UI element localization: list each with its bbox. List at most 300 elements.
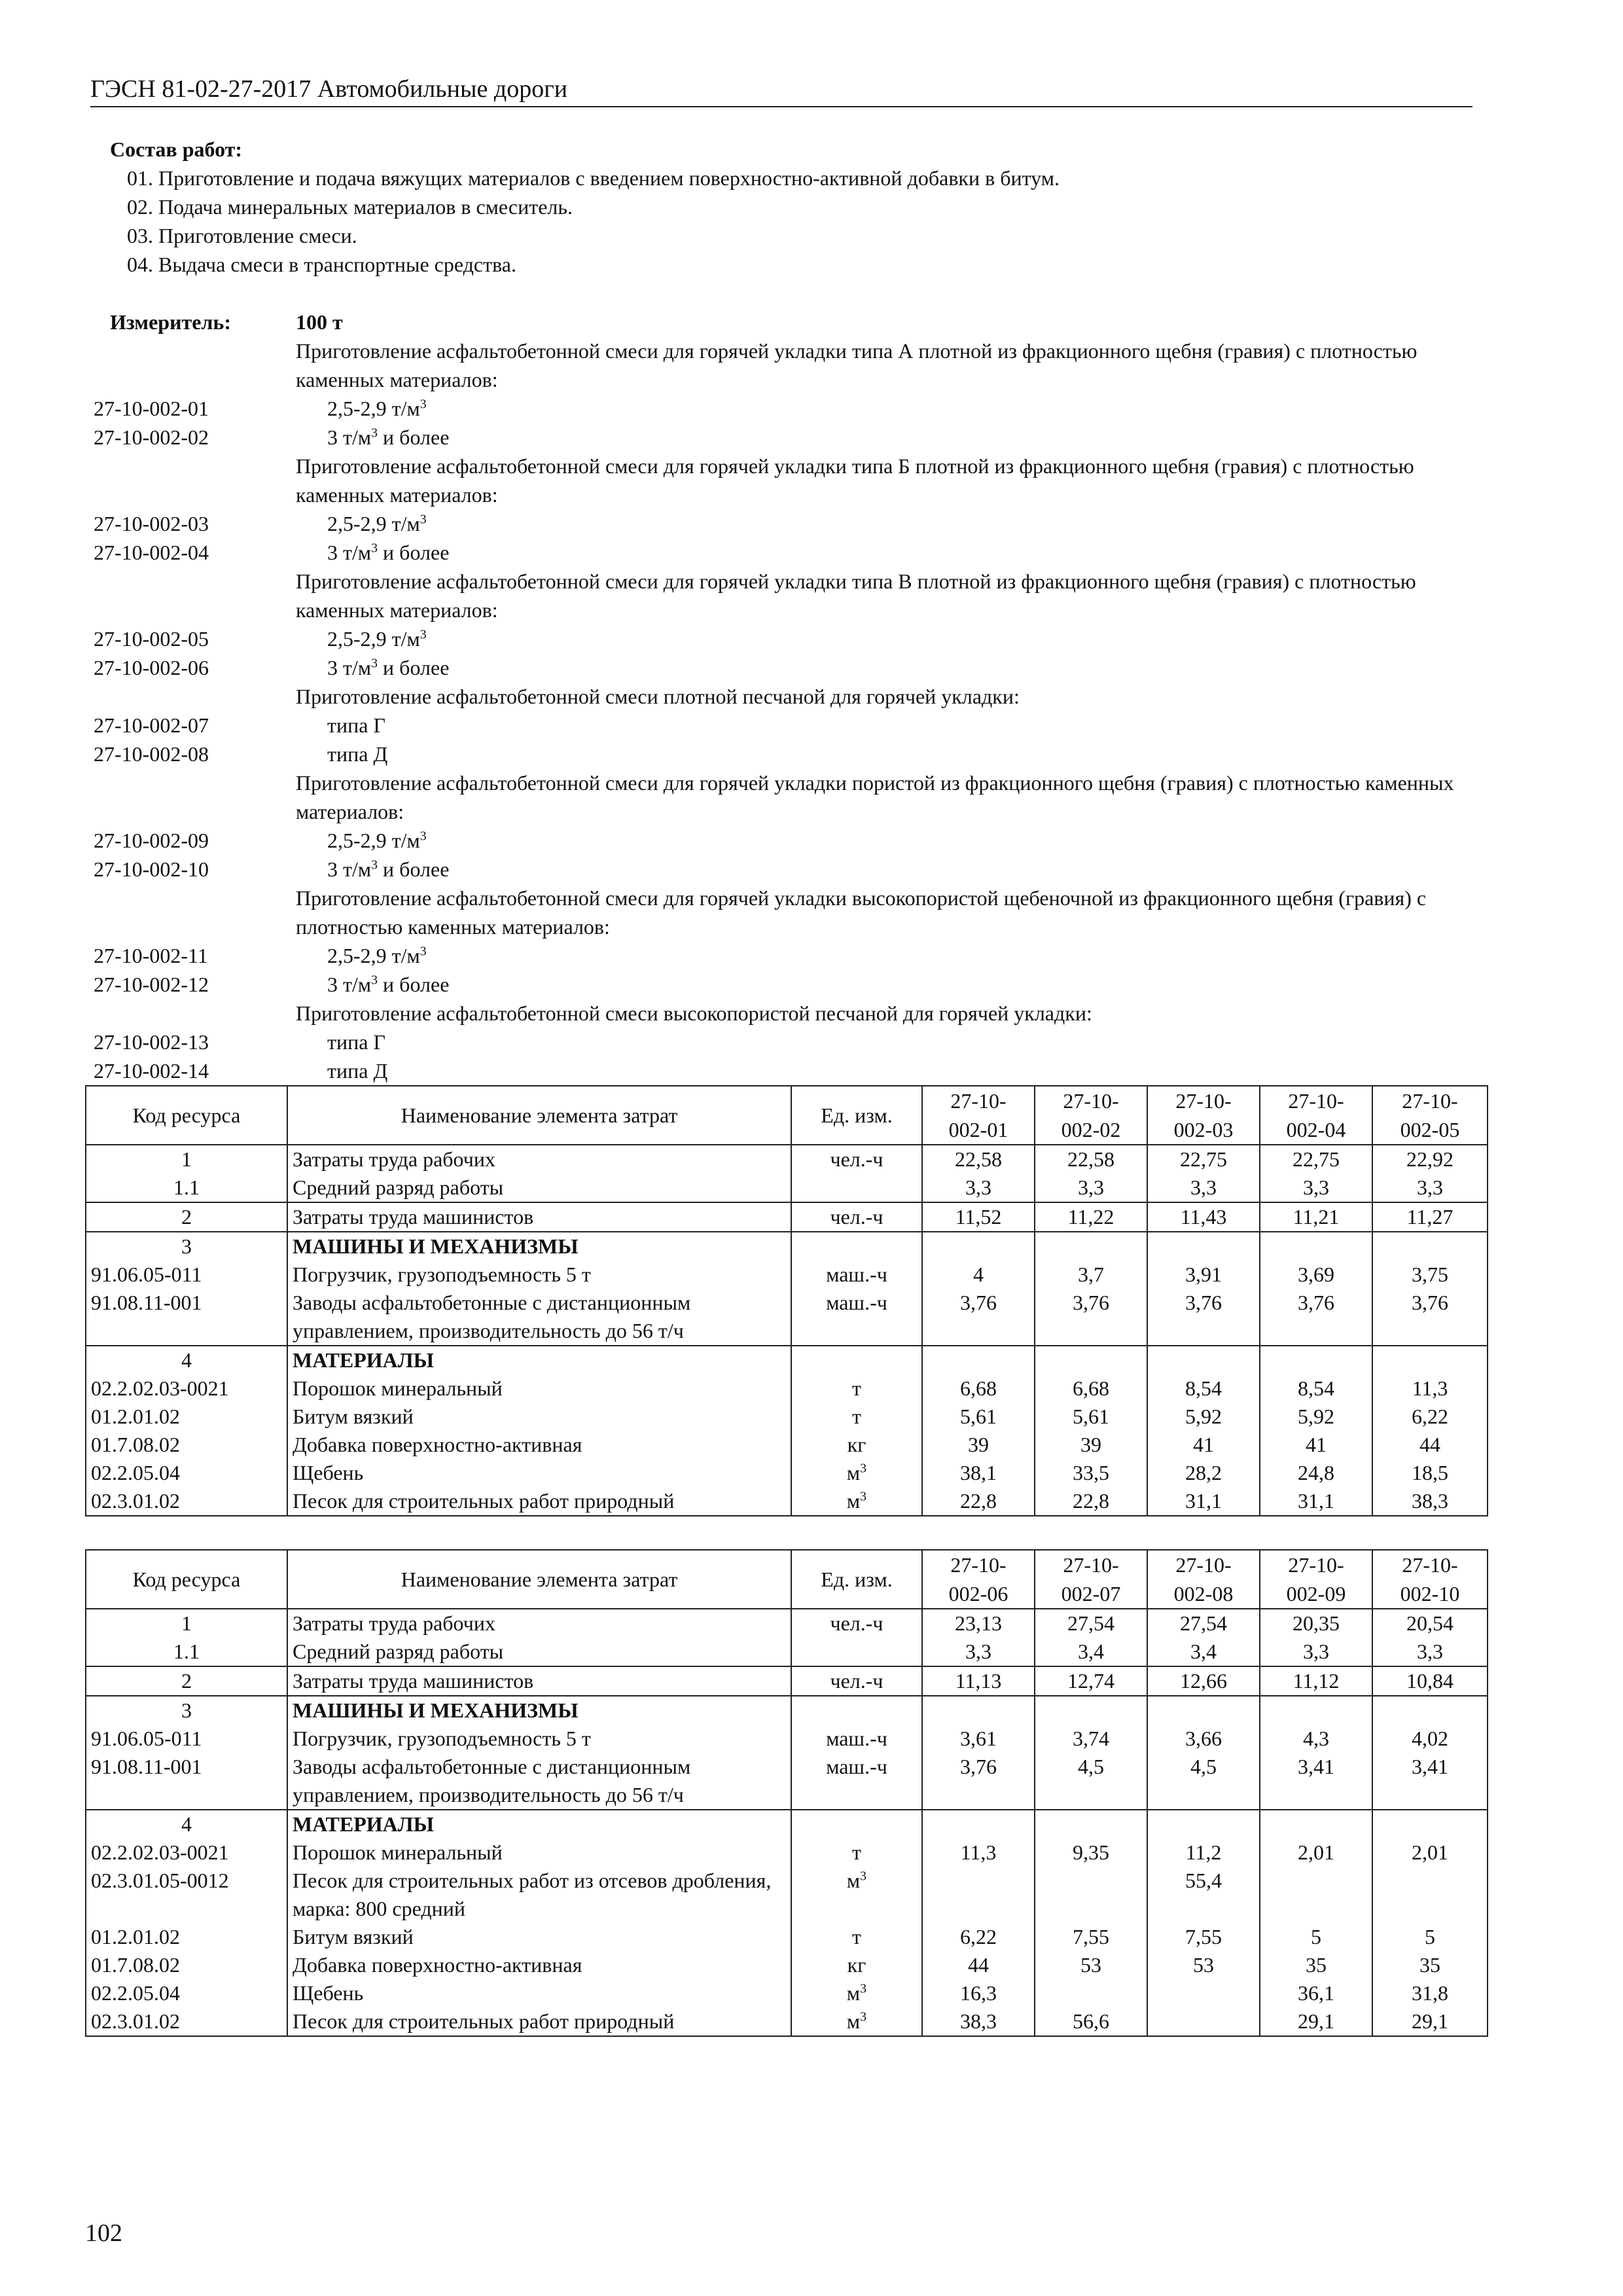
norm-value: 22,75 [1147,1145,1260,1174]
resource-unit [791,1487,922,1516]
unit-text: маш.-ч [826,1727,887,1750]
norm-value [922,1867,1035,1923]
resource-unit [791,1609,922,1638]
resource-code: 2 [86,1666,287,1696]
col-header-norm [1372,1550,1488,1609]
norm-value: 5 [1260,1923,1372,1951]
variant-heading: Приготовление асфальтобетонной смеси плотной песчаной для горячей укладки: [296,685,1020,708]
resource-name: Порошок минеральный [287,1839,791,1867]
running-header [90,73,1472,107]
norm-code-part: 27-10- [1288,1089,1344,1113]
variant-text [327,711,385,740]
variant-text [327,1056,387,1085]
norm-value: 39 [922,1431,1035,1459]
variant-value: типа Д [327,742,388,766]
resource-code: 01.2.01.02 [86,1403,287,1431]
table-row [86,1289,1488,1346]
resource-unit [791,1374,922,1403]
norm-code-part: 002-04 [1286,1118,1346,1141]
col-header-unit: Ед. изм. [791,1550,922,1609]
unit-text: чел.-ч [830,1205,883,1229]
variant-value: типа Д [327,1059,388,1083]
variant-heading: Приготовление асфальтобетонной смеси для горячей укладки типа В плотной из фракционного щебня (гравия) с плотностью каменных материалов: [296,569,1416,622]
resource-unit [791,1839,922,1867]
superscript: 3 [371,425,378,440]
norm-value [1035,1232,1147,1261]
resource-unit [791,1923,922,1951]
norm-value: 3,3 [922,1174,1035,1202]
variant-heading: Приготовление асфальтобетонной смеси для горячей укладки высокопористой щебеночной из фракционного щебня (гравия) с плотностью каменных материалов: [296,886,1427,939]
resource-unit [791,1979,922,2007]
unit-text: м [846,1489,861,1513]
unit-text: т [852,1376,861,1400]
norm-value: 24,8 [1260,1459,1372,1487]
superscript: 3 [371,541,378,556]
variant-code: 27-10-002-07 [94,713,209,737]
superscript: 3 [860,1461,867,1476]
norm-value: 23,13 [922,1609,1035,1638]
resource-code: 02.2.05.04 [86,1459,287,1487]
norm-value: 33,5 [1035,1459,1147,1487]
unit-text: кг [847,1953,866,1977]
section-row [86,1232,1488,1261]
resource-name: Затраты труда рабочих [287,1609,791,1638]
norm-value [922,1810,1035,1839]
unit-text: маш.-ч [826,1755,887,1778]
norm-value: 3,7 [1035,1261,1147,1289]
norm-value [1372,1346,1488,1374]
norm-value: 11,27 [1372,1202,1488,1232]
variant-heading: Приготовление асфальтобетонной смеси для горячей укладки типа А плотной из фракционного щебня (гравия) с плотностью каменных материалов: [296,339,1418,391]
norm-value: 3,3 [1147,1174,1260,1202]
norm-value [1035,1810,1147,1839]
resource-name: Погрузчик, грузоподъемность 5 т [287,1725,791,1753]
resource-name: МАШИНЫ И МЕХАНИЗМЫ [287,1232,791,1261]
variant-row [90,509,1478,538]
unit-text: т [852,1840,861,1864]
variant-code: 27-10-002-05 [94,627,209,651]
norm-value: 6,22 [1372,1403,1488,1431]
variant-value: 2,5-2,9 т/м [327,944,420,967]
col-header-name: Наименование элемента затрат [287,1086,791,1145]
norm-value: 35 [1372,1951,1488,1979]
header-row [86,1550,1488,1609]
norm-value: 31,8 [1372,1979,1488,2007]
variant-suffix: и более [378,857,450,881]
norm-code-part: 27-10- [1063,1089,1119,1113]
resource-code: 4 [86,1346,287,1374]
norm-value: 3,76 [1260,1289,1372,1346]
resource-code: 91.06.05-011 [86,1261,287,1289]
table-row [86,1174,1488,1202]
resource-unit [791,1696,922,1725]
norm-code-part: 002-09 [1286,1582,1346,1605]
norm-value: 5 [1372,1923,1488,1951]
resource-unit [791,1810,922,1839]
col-header-norm [1260,1550,1372,1609]
unit-text: т [852,1405,861,1428]
variant-code: 27-10-002-02 [94,425,209,449]
norm-value [922,1696,1035,1725]
norm-value: 2,01 [1260,1839,1372,1867]
variant-row [90,826,1478,855]
variant-value: 2,5-2,9 т/м [327,397,420,420]
norm-value: 36,1 [1260,1979,1372,2007]
unit-text: т [852,1925,861,1948]
variant-code: 27-10-002-11 [94,944,208,967]
norm-value: 38,3 [1372,1487,1488,1516]
norm-value: 3,3 [1260,1174,1372,1202]
variant-value: 2,5-2,9 т/м [327,829,420,852]
resource-code: 1.1 [86,1174,287,1202]
norm-value [922,1346,1035,1374]
norm-value [1372,1867,1488,1923]
resource-name: Добавка поверхностно-активная [287,1951,791,1979]
norm-value: 5,92 [1147,1403,1260,1431]
resource-code: 02.2.05.04 [86,1979,287,2007]
section-row [86,1696,1488,1725]
norm-value [1147,2007,1260,2036]
resource-code: 91.08.11-001 [86,1289,287,1346]
variant-value: 3 т/м [327,973,372,996]
section-row [86,1810,1488,1839]
resource-name: Затраты труда машинистов [287,1666,791,1696]
resource-name: Битум вязкий [287,1923,791,1951]
norm-value: 11,12 [1260,1666,1372,1696]
variant-text [327,970,449,999]
resource-unit [791,1431,922,1459]
variant-text [327,826,427,855]
variant-text [327,1028,385,1056]
norm-value [1035,1346,1147,1374]
variant-code: 27-10-002-03 [94,512,209,535]
variant-code: 27-10-002-09 [94,829,209,852]
norm-value: 44 [1372,1431,1488,1459]
norm-value [922,1232,1035,1261]
resource-name: Средний разряд работы [287,1174,791,1202]
table-row [86,1753,1488,1810]
col-header-norm [1372,1086,1488,1145]
norm-value [1372,1696,1488,1725]
table-body [86,1609,1488,2036]
meter-value: 100 т [296,310,343,334]
unit-text: маш.-ч [826,1291,887,1314]
table-row [86,1979,1488,2007]
meter-label: Измеритель: [110,310,231,334]
norm-value [1147,1232,1260,1261]
variant-value: 2,5-2,9 т/м [327,512,420,535]
norm-value: 38,3 [922,2007,1035,2036]
work-step: 03. Приготовление смеси. [127,224,357,247]
norm-value [1260,1810,1372,1839]
superscript: 3 [371,857,378,872]
sostav-title: Состав работ: [110,137,243,161]
variants-list [90,336,1478,1085]
resource-code: 01.7.08.02 [86,1951,287,1979]
resource-code: 01.7.08.02 [86,1431,287,1459]
norm-value [1035,1867,1147,1923]
norm-value: 56,6 [1035,2007,1147,2036]
norm-code-part: 27-10- [1175,1089,1232,1113]
unit-text: м [846,2009,861,2033]
table-row [86,1403,1488,1431]
norm-value: 3,41 [1260,1753,1372,1810]
resource-name: Заводы асфальтобетонные с дистанционным управлением, производительность до 56 т/ч [287,1753,791,1810]
table-header [86,1086,1488,1145]
norm-value: 4,5 [1147,1753,1260,1810]
norm-code-part: 002-08 [1173,1582,1234,1605]
variant-suffix: и более [378,656,450,679]
superscript: 3 [860,1489,867,1504]
norm-value: 31,1 [1260,1487,1372,1516]
table-row [86,1459,1488,1487]
section-row [86,1346,1488,1374]
norm-value: 55,4 [1147,1867,1260,1923]
table-row [86,1867,1488,1923]
resource-name: Затраты труда машинистов [287,1202,791,1232]
resource-name: МАШИНЫ И МЕХАНИЗМЫ [287,1696,791,1725]
norm-value: 12,66 [1147,1666,1260,1696]
col-header-norm [922,1086,1035,1145]
resource-unit [791,1753,922,1810]
variant-text [327,394,427,423]
running-title: ГЭСН 81-02-27-2017 Автомобильные дороги [90,75,568,103]
header-row [86,1086,1488,1145]
variant-code: 27-10-002-08 [94,742,209,766]
superscript: 3 [419,627,427,642]
resource-name: МАТЕРИАЛЫ [287,1810,791,1839]
norm-value: 3,4 [1035,1638,1147,1666]
norm-value: 3,4 [1147,1638,1260,1666]
resource-name: Порошок минеральный [287,1374,791,1403]
norm-value: 6,22 [922,1923,1035,1951]
unit-text: м [846,1461,861,1484]
table-row [86,2007,1488,2036]
variant-value: 3 т/м [327,656,372,679]
norm-code-part: 002-06 [948,1582,1008,1605]
norm-value: 29,1 [1372,2007,1488,2036]
norm-code-part: 002-05 [1400,1118,1460,1141]
variant-heading: Приготовление асфальтобетонной смеси для горячей укладки типа Б плотной из фракционного щебня (гравия) с плотностью каменных материалов: [296,454,1414,507]
table-row [86,1145,1488,1174]
unit-text: чел.-ч [830,1669,883,1693]
norm-value: 28,2 [1147,1459,1260,1487]
norm-code-part: 27-10- [1063,1553,1119,1577]
variant-suffix: и более [378,541,450,564]
resource-code: 4 [86,1810,287,1839]
norm-value: 11,3 [922,1839,1035,1867]
norm-value: 3,69 [1260,1261,1372,1289]
norm-value: 20,35 [1260,1609,1372,1638]
norm-value: 22,8 [922,1487,1035,1516]
table-row [86,1923,1488,1951]
superscript: 3 [419,829,427,844]
col-header-norm [922,1550,1035,1609]
resource-code: 02.3.01.05-0012 [86,1867,287,1923]
page-number: 102 [85,2219,122,2247]
variant-suffix: и более [378,425,450,449]
resource-table-1 [85,1085,1488,1516]
col-header-norm [1035,1086,1147,1145]
resource-name: Добавка поверхностно-активная [287,1431,791,1459]
variant-row [90,855,1478,884]
resource-unit [791,1459,922,1487]
variant-value: типа Г [327,713,385,737]
norm-value: 3,66 [1147,1725,1260,1753]
superscript: 3 [419,512,427,527]
norm-value: 44 [922,1951,1035,1979]
variant-text [327,855,449,884]
norm-code-part: 27-10- [1402,1553,1458,1577]
unit-text: маш.-ч [826,1263,887,1286]
norm-value [1260,1232,1372,1261]
variant-code: 27-10-002-13 [94,1030,209,1054]
table-row [86,1839,1488,1867]
norm-value: 6,68 [1035,1374,1147,1403]
norm-value [1147,1346,1260,1374]
resource-unit [791,1261,922,1289]
norm-value [1147,1979,1260,2007]
norm-value: 31,1 [1147,1487,1260,1516]
norm-value: 39 [1035,1431,1147,1459]
resource-code: 1.1 [86,1638,287,1666]
variant-code: 27-10-002-01 [94,397,209,420]
norm-value: 8,54 [1147,1374,1260,1403]
norm-value: 11,2 [1147,1839,1260,1867]
norm-value: 38,1 [922,1459,1035,1487]
norm-value [1372,1810,1488,1839]
norm-value: 22,58 [1035,1145,1147,1174]
variant-text [327,538,449,567]
norm-code-part: 002-01 [948,1118,1008,1141]
norm-value: 35 [1260,1951,1372,1979]
superscript: 3 [860,2009,867,2024]
variant-text [327,624,427,653]
work-step: 04. Выдача смеси в транспортные средства. [127,253,516,276]
resource-code: 01.2.01.02 [86,1923,287,1951]
resource-code: 3 [86,1232,287,1261]
variant-text [327,509,427,538]
norm-value: 3,91 [1147,1261,1260,1289]
resource-unit [791,1725,922,1753]
variant-row [90,970,1478,999]
norm-value: 11,13 [922,1666,1035,1696]
norm-value [1035,1696,1147,1725]
norm-value: 11,52 [922,1202,1035,1232]
norm-value: 3,76 [922,1289,1035,1346]
norm-value [1260,1696,1372,1725]
resource-code: 91.06.05-011 [86,1725,287,1753]
col-header-code: Код ресурса [86,1086,287,1145]
norm-value: 53 [1035,1951,1147,1979]
resource-code: 02.2.02.03-0021 [86,1374,287,1403]
variant-row [90,394,1478,423]
norm-value: 22,75 [1260,1145,1372,1174]
col-header-norm [1147,1086,1260,1145]
resource-name: Затраты труда рабочих [287,1145,791,1174]
resource-unit [791,1951,922,1979]
norm-code-part: 002-07 [1061,1582,1121,1605]
norm-value: 7,55 [1147,1923,1260,1951]
superscript: 3 [371,973,378,988]
unit-text: м [846,1869,861,1892]
norm-value: 7,55 [1035,1923,1147,1951]
variant-row [90,538,1478,567]
norm-value: 16,3 [922,1979,1035,2007]
norm-value: 4,02 [1372,1725,1488,1753]
variant-row [90,624,1478,653]
table-body [86,1145,1488,1516]
norm-value: 11,43 [1147,1202,1260,1232]
norm-value: 29,1 [1260,2007,1372,2036]
resource-code: 1 [86,1609,287,1638]
resource-unit [791,1666,922,1696]
norm-code-part: 002-03 [1173,1118,1234,1141]
table-row [86,1374,1488,1403]
norm-value: 10,84 [1372,1666,1488,1696]
resource-code: 02.3.01.02 [86,2007,287,2036]
norm-value: 9,35 [1035,1839,1147,1867]
col-header-unit: Ед. изм. [791,1086,922,1145]
unit-text: чел.-ч [830,1611,883,1635]
variant-code: 27-10-002-14 [94,1059,209,1083]
resource-name: Песок для строительных работ природный [287,1487,791,1516]
table-row [86,1431,1488,1459]
resource-code: 3 [86,1696,287,1725]
table-row [86,1261,1488,1289]
norm-code-part: 27-10- [950,1089,1007,1113]
resource-unit [791,1145,922,1174]
variant-value: 3 т/м [327,857,372,881]
norm-value: 53 [1147,1951,1260,1979]
norm-value: 41 [1260,1431,1372,1459]
resource-name: Погрузчик, грузоподъемность 5 т [287,1261,791,1289]
variant-text [327,941,427,970]
norm-value: 3,76 [1035,1289,1147,1346]
norm-value: 3,76 [922,1753,1035,1810]
norm-value: 3,3 [1372,1174,1488,1202]
norm-value: 3,3 [1372,1638,1488,1666]
col-header-name: Наименование элемента затрат [287,1550,791,1609]
norm-value: 8,54 [1260,1374,1372,1403]
table-row [86,1202,1488,1232]
norm-code-part: 002-10 [1400,1582,1460,1605]
resource-code: 91.08.11-001 [86,1753,287,1810]
table-header [86,1550,1488,1609]
resource-unit [791,1638,922,1666]
resource-name: Щебень [287,1459,791,1487]
variant-heading: Приготовление асфальтобетонной смеси высокопористой песчаной для горячей укладки: [296,1001,1092,1025]
resource-unit [791,1174,922,1202]
resource-code: 02.2.02.03-0021 [86,1839,287,1867]
norm-value: 4 [922,1261,1035,1289]
norm-value: 11,21 [1260,1202,1372,1232]
norm-code-part: 27-10- [1288,1553,1344,1577]
superscript: 3 [371,656,378,671]
norm-value: 3,75 [1372,1261,1488,1289]
unit-text: кг [847,1433,866,1456]
unit-text: чел.-ч [830,1147,883,1171]
variant-value: типа Г [327,1030,385,1054]
variant-value: 3 т/м [327,541,372,564]
col-header-norm [1260,1086,1372,1145]
resource-name: Песок для строительных работ природный [287,2007,791,2036]
norm-value: 12,74 [1035,1666,1147,1696]
col-header-norm [1035,1550,1147,1609]
norm-value: 3,3 [922,1638,1035,1666]
norm-code-part: 27-10- [1402,1089,1458,1113]
work-steps-list [127,164,1060,279]
